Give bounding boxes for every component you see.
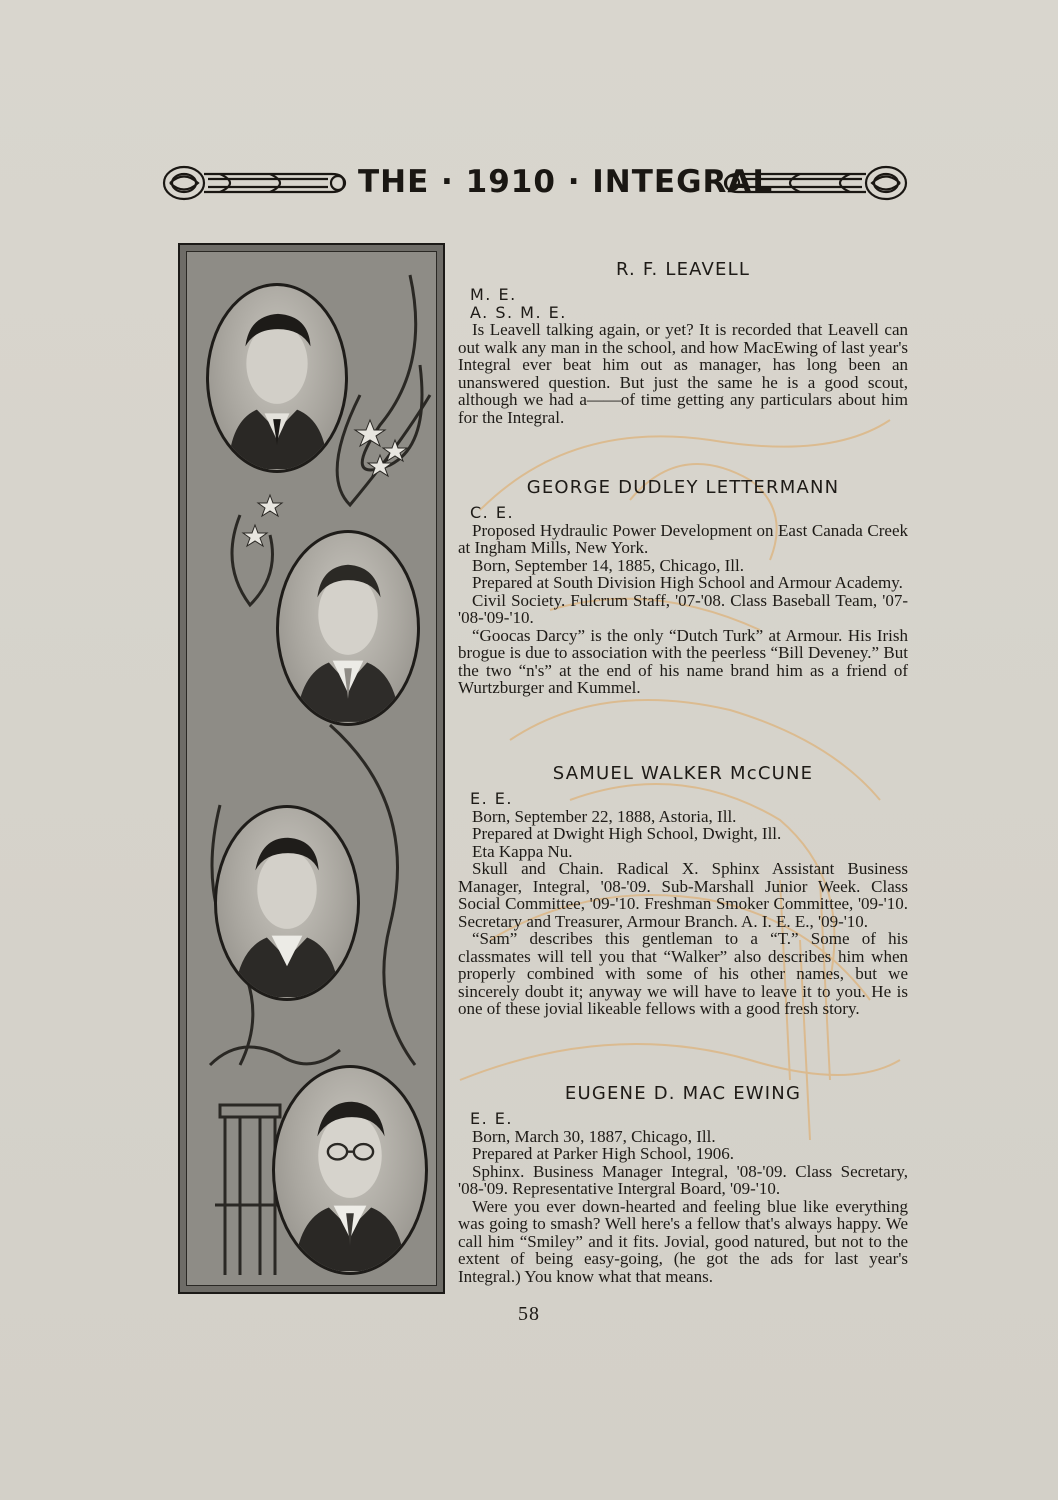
entry-paragraph: Prepared at South Division High School and Armour Academy. — [472, 573, 903, 592]
entry-paragraph: Born, September 14, 1885, Chicago, Ill. — [472, 555, 744, 575]
entry-name: R. F. LEAVELL — [615, 259, 751, 280]
entry-paragraph: Civil Society. Fulcrum Staff, '07-'08. Class Baseball Team, '07-'08-'09-'10. — [458, 590, 908, 627]
entry-mccune — [458, 764, 908, 1018]
entry-paragraph: “Goocas Darcy” is the only “Dutch Turk” at Armour. His Irish brogue is due to association with the peerless “Bill Deveney.” But the two “n's” at the end of his name brand him as a friend of Wurtzburger and Kummel. — [458, 625, 908, 697]
entry-leavell — [458, 260, 908, 426]
portrait-leavell — [206, 283, 348, 473]
portrait-panel — [178, 243, 445, 1294]
portrait-macewing — [272, 1065, 428, 1275]
entry-lettermann — [458, 478, 908, 697]
entry-degree: A. S. M. E. — [470, 302, 567, 322]
entry-paragraph: Prepared at Parker High School, 1906. — [472, 1144, 735, 1163]
entry-name: EUGENE D. MAC EWING — [564, 1083, 802, 1104]
entry-paragraph: Born, March 30, 1887, Chicago, Ill. — [472, 1126, 716, 1146]
entry-paragraph: “Sam” describes this gentleman to a “T.” Some of his classmates will tell you that “Walker” also describes him when properly combined with some of his other names, but we sincerely doubt it; anyway we will have to leave it to you. He is one of these jovial likeable fellows with a good fresh story. — [458, 929, 908, 1018]
entry-degree: E. E. — [470, 789, 513, 808]
entry-macewing — [458, 1084, 908, 1285]
entry-paragraph: Proposed Hydraulic Power Development on East Canada Creek at Ingham Mills, New York. — [458, 520, 908, 557]
entry-paragraph: Skull and Chain. Radical X. Sphinx Assistant Business Manager, Integral, '08-'09. Sub-Marshall Junior Week. Class Social Committee, '09-'10. Freshman Smoker Committee, '09-'10. Secretary and Treasurer, Armour Branch. A. I. E. E., '09-'10. — [458, 859, 908, 931]
header-ornament-left — [160, 162, 352, 204]
entry-paragraph: Prepared at Dwight High School, Dwight, Ill. — [472, 824, 782, 843]
entry-paragraph: Were you ever down-hearted and feeling blue like everything was going to smash? Well here's a fellow that's always happy. We call him “Smiley” and it fits. Jovial, good natured, but not to the extent of being easy-going, (he got the ads for last year's Integral.) You know what that means. — [458, 1196, 908, 1286]
page-header — [160, 158, 910, 208]
entry-degree: E. E. — [470, 1109, 513, 1128]
entry-name: GEORGE DUDLEY LETTERMANN — [526, 477, 840, 498]
portrait-lettermann — [276, 530, 420, 726]
page-title: THE · 1910 · INTEGRAL — [358, 164, 774, 200]
page-number: 58 — [518, 1303, 540, 1325]
entry-name: SAMUEL WALKER McCUNE — [552, 763, 814, 784]
entry-paragraph: Born, September 22, 1888, Astoria, Ill. — [472, 806, 737, 826]
portrait-mccune — [214, 805, 360, 1001]
entry-paragraph: Sphinx. Business Manager Integral, '08-'09. Class Secretary, '08-'09. Representative Intergral Board, '09-'10. — [458, 1161, 908, 1198]
entry-degree: C. E. — [470, 503, 515, 522]
header-ornament-right — [718, 162, 910, 204]
entry-paragraph: Eta Kappa Nu. — [472, 841, 573, 861]
entry-degree: M. E. — [470, 285, 517, 304]
entry-paragraph: Is Leavell talking again, or yet? It is recorded that Leavell can out walk any man in the school, and how MacEwing of last year's Integral ever beat him out as manager, has long been an unanswered question. But just the same he is a good scout, although we had a——of time getting any particulars about him for the Integral. — [458, 320, 908, 427]
